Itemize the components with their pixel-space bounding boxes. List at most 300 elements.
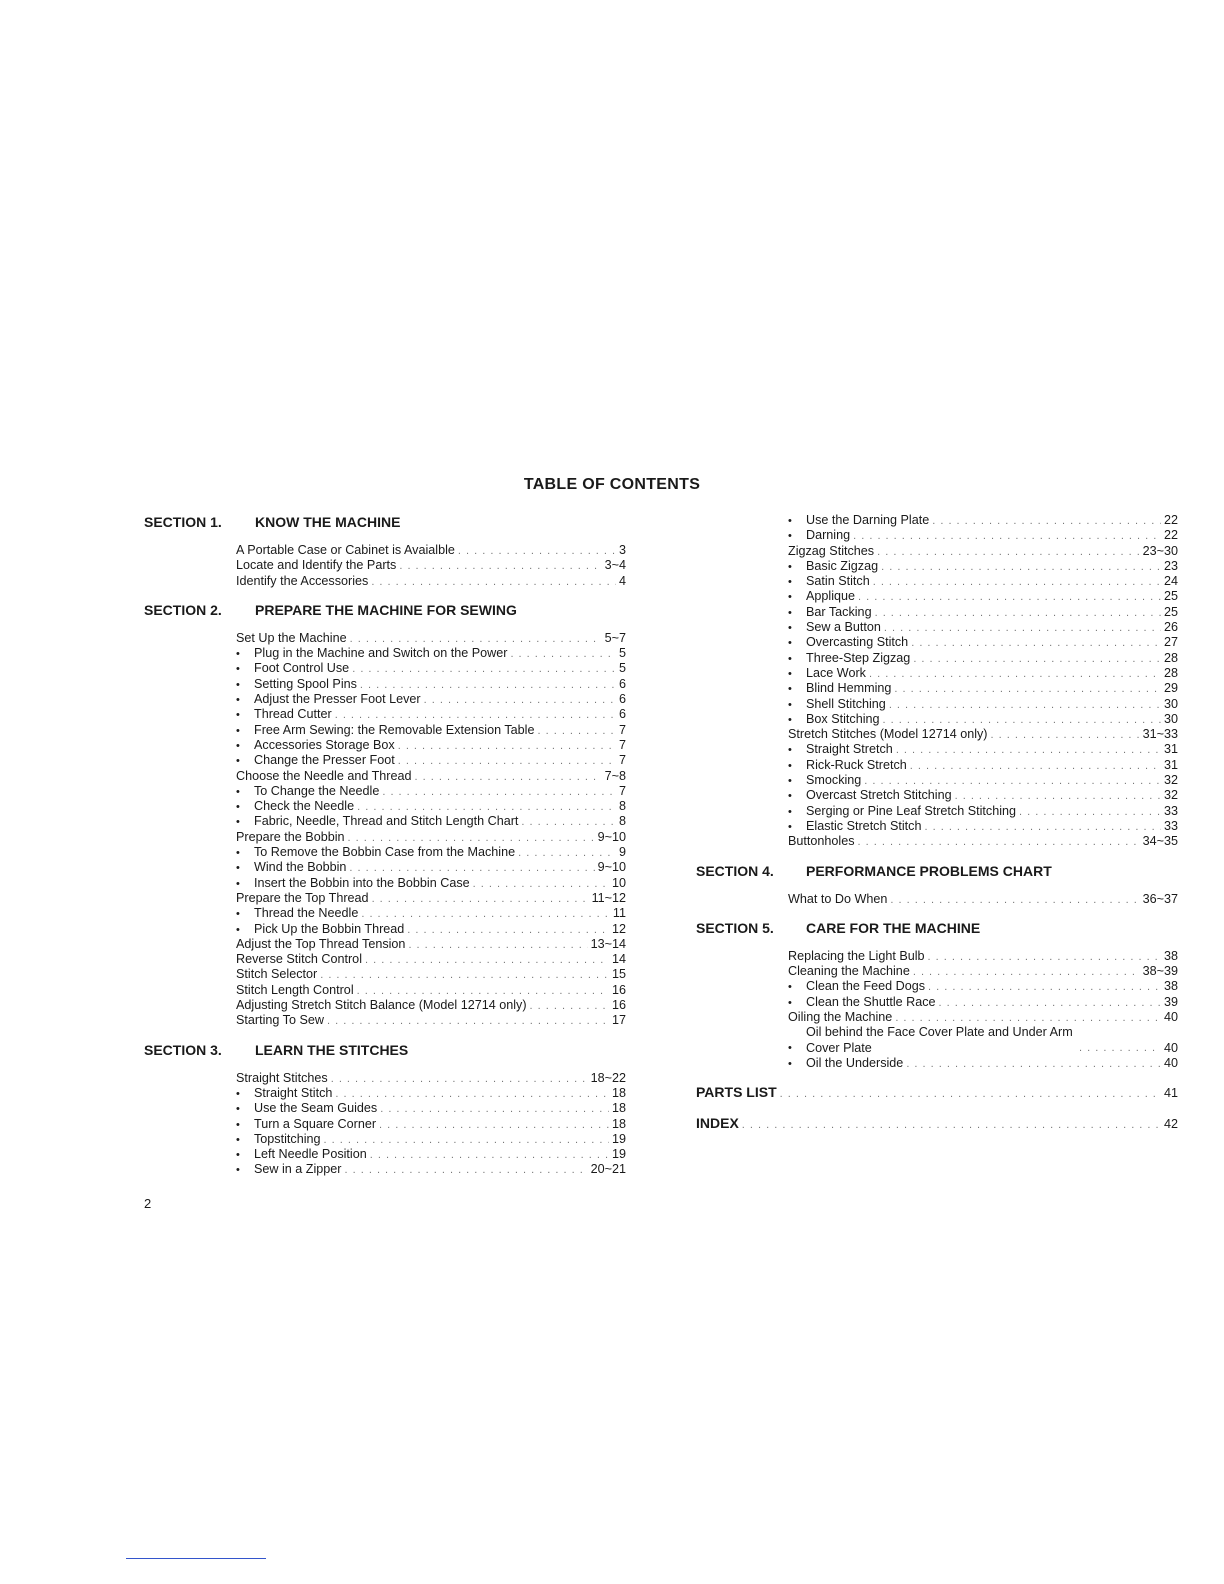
dot-leader <box>521 815 616 830</box>
toc-entry-label: A Portable Case or Cabinet is Avaialble <box>236 543 455 557</box>
toc-entry-label: Stitch Length Control <box>236 982 354 997</box>
toc-entry[interactable] <box>236 1147 626 1162</box>
toc-entry[interactable] <box>788 697 1178 712</box>
toc-entry-page: 38 <box>1163 948 1178 963</box>
toc-entry-page: 7 <box>618 783 626 798</box>
toc-entry[interactable] <box>788 819 1178 834</box>
toc-entry[interactable] <box>788 727 1178 742</box>
toc-entry-label: Smocking <box>806 773 862 788</box>
toc-entry[interactable] <box>236 753 626 768</box>
toc-entry-page: 38 <box>1163 979 1178 994</box>
toc-entry-page: 6 <box>618 707 626 722</box>
page-title: TABLE OF CONTENTS <box>523 476 701 493</box>
parts-list-entry[interactable] <box>696 1082 1178 1113</box>
toc-entry-page: 22 <box>1163 528 1178 543</box>
toc-entry-page: 7 <box>618 722 626 737</box>
toc-entry-page: 33 <box>1163 803 1178 818</box>
toc-entry-label: Use the Darning Plate <box>806 513 930 527</box>
toc-entry-label: Free Arm Sewing: the Removable Extension Table <box>254 722 535 737</box>
toc-entry-label: Adjusting Stretch Stitch Balance (Model 12714 only) <box>236 998 527 1013</box>
toc-entry[interactable] <box>788 635 1178 650</box>
dot-leader <box>458 544 616 559</box>
dot-leader <box>407 923 609 938</box>
dot-leader <box>877 545 1140 560</box>
toc-entry[interactable] <box>788 528 1178 543</box>
toc-entry-page: 40 <box>1163 1040 1178 1055</box>
toc-entry-label: INDEX <box>696 1114 739 1131</box>
toc-entry-page: 13~14 <box>590 936 626 951</box>
toc-entry-page: 20~21 <box>590 1162 626 1177</box>
toc-entry[interactable] <box>788 1056 1178 1071</box>
toc-entry-page: 9 <box>618 845 626 860</box>
toc-entry[interactable] <box>236 830 626 845</box>
toc-entry-page: 22 <box>1163 513 1178 527</box>
toc-entry-label: Serging or Pine Leaf Stretch Stitching <box>806 803 1017 818</box>
toc-entry-page: 28 <box>1163 665 1178 680</box>
toc-entry-label: Stitch Selector <box>236 967 318 982</box>
toc-entry[interactable] <box>788 758 1178 773</box>
toc-entry-page: 5 <box>618 661 626 676</box>
toc-entry-page: 7 <box>618 753 626 768</box>
toc-entry-label: Foot Control Use <box>254 661 350 676</box>
footer-rule <box>126 1558 266 1559</box>
dot-leader <box>370 1148 609 1163</box>
toc-entry-label: Sew in a Zipper <box>254 1162 342 1177</box>
dot-leader <box>371 575 616 590</box>
dot-leader <box>537 724 616 739</box>
dot-leader <box>928 950 1161 965</box>
dot-leader <box>1019 805 1161 820</box>
toc-entry[interactable] <box>236 922 626 937</box>
toc-entry-label: Left Needle Position <box>254 1147 367 1162</box>
toc-entry-label: What to Do When <box>788 891 888 906</box>
bullet-icon: • <box>788 683 792 696</box>
bullet-icon: • <box>236 785 240 798</box>
section-number: SECTION 3. <box>144 1041 222 1058</box>
toc-entry[interactable] <box>236 799 626 814</box>
toc-entry-label: Oil behind the Face Cover Plate and Under Arm Cover Plate <box>806 1025 1073 1055</box>
toc-entry-page: 17 <box>611 1013 626 1028</box>
section-number: SECTION 1. <box>144 514 222 530</box>
toc-entry-label: Accessories Storage Box <box>254 737 395 752</box>
dot-leader <box>473 877 609 892</box>
toc-entry-page: 14 <box>611 952 626 967</box>
dot-leader <box>379 1118 609 1133</box>
dot-leader <box>928 980 1161 995</box>
toc-entry[interactable] <box>236 1101 626 1116</box>
toc-entry-label: PARTS LIST <box>696 1084 777 1101</box>
dot-leader <box>335 708 616 723</box>
toc-entry[interactable] <box>236 646 626 661</box>
toc-entry-page: 12 <box>611 921 626 936</box>
toc-entry[interactable] <box>236 1086 626 1101</box>
toc-entry[interactable] <box>236 876 626 891</box>
toc-entry-label: Identify the Accessories <box>236 573 369 588</box>
toc-entry-label: Check the Needle <box>254 799 355 814</box>
toc-entry[interactable] <box>236 769 626 784</box>
toc-entry[interactable] <box>236 891 626 906</box>
toc-entry-label: Sew a Button <box>806 620 881 635</box>
dot-leader <box>331 1072 588 1087</box>
bullet-icon: • <box>788 713 792 726</box>
toc-entry[interactable] <box>788 892 1178 907</box>
toc-entry-page: 6 <box>618 676 626 691</box>
toc-entry[interactable] <box>236 814 626 829</box>
toc-entry[interactable] <box>236 998 626 1013</box>
bullet-icon: • <box>236 755 240 768</box>
toc-entry[interactable] <box>788 742 1178 757</box>
toc-entry-label: Straight Stitches <box>236 1070 328 1085</box>
dot-leader <box>742 1115 1161 1135</box>
section-number: SECTION 2. <box>144 601 222 618</box>
bullet-icon: • <box>236 1164 240 1177</box>
toc-right-column <box>696 513 1178 1144</box>
toc-entry[interactable] <box>788 834 1178 849</box>
bullet-icon: • <box>236 1087 240 1100</box>
bullet-icon: • <box>236 1133 240 1146</box>
toc-entry-label: Thread Cutter <box>254 707 332 722</box>
toc-entry-page: 41 <box>1163 1086 1178 1101</box>
toc-entry[interactable] <box>236 543 626 558</box>
toc-entry-page: 33 <box>1163 818 1178 833</box>
toc-entry-page: 42 <box>1163 1116 1178 1131</box>
dot-leader <box>415 770 602 785</box>
toc-entry-label: Blind Hemming <box>806 681 892 696</box>
toc-entry[interactable] <box>788 804 1178 819</box>
bullet-icon: • <box>236 678 240 691</box>
bullet-icon: • <box>236 908 240 921</box>
toc-entry[interactable] <box>788 964 1178 979</box>
toc-entry-label: Oiling the Machine <box>788 1010 893 1025</box>
toc-entry[interactable] <box>236 661 626 676</box>
toc-entry-page: 18~22 <box>590 1070 626 1085</box>
toc-entry-label: Lace Work <box>806 665 866 680</box>
toc-entry[interactable] <box>236 845 626 860</box>
toc-entry-page: 5 <box>618 646 626 661</box>
dot-leader <box>883 713 1161 728</box>
dot-leader <box>398 739 616 754</box>
toc-entry-page: 8 <box>618 799 626 814</box>
section-title: PERFORMANCE PROBLEMS CHART <box>806 862 1052 879</box>
toc-entry-label: Oil the Underside <box>806 1055 904 1070</box>
bullet-icon: • <box>788 996 792 1009</box>
bullet-icon: • <box>236 923 240 936</box>
toc-entry-page: 18 <box>611 1085 626 1100</box>
toc-entry[interactable] <box>788 681 1178 696</box>
section-entry-list <box>236 631 626 1029</box>
toc-entry[interactable] <box>236 558 626 573</box>
dot-leader <box>1079 1041 1161 1056</box>
dot-leader <box>881 560 1161 575</box>
toc-entry[interactable] <box>788 1025 1178 1056</box>
toc-entry[interactable] <box>236 983 626 998</box>
toc-entry[interactable] <box>788 559 1178 574</box>
toc-entry[interactable] <box>236 937 626 952</box>
toc-entry-page: 9~10 <box>597 829 626 844</box>
toc-entry-page: 30 <box>1163 696 1178 711</box>
dot-leader <box>372 892 589 907</box>
section-number: SECTION 4. <box>696 862 774 879</box>
dot-leader <box>864 774 1161 789</box>
dot-leader <box>896 743 1161 758</box>
bullet-icon: • <box>236 1103 240 1116</box>
toc-entry-page: 3 <box>618 543 626 557</box>
toc-entry[interactable] <box>788 979 1178 994</box>
bullet-icon: • <box>236 877 240 890</box>
toc-entry-page: 28 <box>1163 650 1178 665</box>
toc-entry-page: 6 <box>618 692 626 707</box>
toc-entry-label: Prepare the Bobbin <box>236 829 345 844</box>
dot-leader <box>932 514 1161 529</box>
toc-entry-page: 18 <box>611 1101 626 1116</box>
toc-entry-page: 26 <box>1163 620 1178 635</box>
toc-entry[interactable] <box>236 574 626 589</box>
section-heading <box>696 861 1178 881</box>
dot-leader <box>380 1102 609 1117</box>
bullet-icon: • <box>788 698 792 711</box>
toc-entry-label: Turn a Square Corner <box>254 1116 377 1131</box>
dot-leader <box>895 1011 1161 1026</box>
dot-leader <box>869 667 1161 682</box>
toc-entry-label: Three-Step Zigzag <box>806 650 911 665</box>
toc-entry[interactable] <box>236 860 626 875</box>
toc-entry-page: 23 <box>1163 558 1178 573</box>
toc-entry-page: 30 <box>1163 711 1178 726</box>
toc-entry-page: 32 <box>1163 788 1178 803</box>
toc-entry[interactable] <box>236 1071 626 1086</box>
toc-entry[interactable] <box>236 1132 626 1147</box>
toc-entry-label: Insert the Bobbin into the Bobbin Case <box>254 875 470 890</box>
toc-entry-label: Stretch Stitches (Model 12714 only) <box>788 727 988 742</box>
bullet-icon: • <box>788 1041 792 1054</box>
toc-entry-label: Clean the Shuttle Race <box>806 994 936 1009</box>
dot-leader <box>345 1163 588 1178</box>
dot-leader <box>327 1014 609 1029</box>
toc-entry-page: 32 <box>1163 773 1178 788</box>
section-entry-list <box>788 892 1178 907</box>
section-heading <box>144 512 626 532</box>
toc-entry-label: Set Up the Machine <box>236 630 347 645</box>
toc-entry[interactable] <box>236 631 626 646</box>
section-title: PREPARE THE MACHINE FOR SEWING <box>255 601 517 618</box>
toc-entry-page: 25 <box>1163 604 1178 619</box>
toc-entry[interactable] <box>236 677 626 692</box>
section-entry-list <box>236 543 626 589</box>
toc-entry[interactable] <box>788 1010 1178 1025</box>
dot-leader <box>357 800 616 815</box>
dot-leader <box>382 785 616 800</box>
toc-entry[interactable] <box>788 773 1178 788</box>
bullet-icon: • <box>788 652 792 665</box>
dot-leader <box>324 1133 609 1148</box>
toc-entry[interactable] <box>788 605 1178 620</box>
toc-entry-page: 38~39 <box>1142 964 1178 979</box>
bullet-icon: • <box>788 591 792 604</box>
toc-entry[interactable] <box>236 1162 626 1177</box>
toc-entry[interactable] <box>788 651 1178 666</box>
toc-entry-label: Choose the Needle and Thread <box>236 768 412 783</box>
bullet-icon: • <box>788 820 792 833</box>
section-title: KNOW THE MACHINE <box>255 514 401 530</box>
bullet-icon: • <box>788 622 792 635</box>
toc-entry-page: 23~30 <box>1142 543 1178 558</box>
dot-leader <box>357 984 609 999</box>
toc-entry[interactable] <box>236 952 626 967</box>
toc-entry-page: 8 <box>618 814 626 829</box>
toc-entry-label: To Remove the Bobbin Case from the Machine <box>254 845 516 860</box>
toc-entry-label: Buttonholes <box>788 834 855 849</box>
toc-entry-label: Wind the Bobbin <box>254 860 347 875</box>
bullet-icon: • <box>236 801 240 814</box>
section-entry-list <box>788 949 1178 1071</box>
toc-entry-page: 24 <box>1163 574 1178 589</box>
toc-entry[interactable] <box>788 995 1178 1010</box>
toc-entry-page: 31 <box>1163 757 1178 772</box>
toc-entry-page: 7 <box>618 737 626 752</box>
toc-entry-page: 18 <box>611 1116 626 1131</box>
bullet-icon: • <box>788 775 792 788</box>
dot-leader <box>399 559 601 574</box>
bullet-icon: • <box>788 759 792 772</box>
toc-entry-page: 29 <box>1163 681 1178 696</box>
toc-entry-label: Overcast Stretch Stitching <box>806 788 952 803</box>
toc-entry-page: 5~7 <box>604 630 626 645</box>
toc-entry-page: 19 <box>611 1147 626 1162</box>
dot-leader <box>906 1057 1161 1072</box>
bullet-icon: • <box>236 694 240 707</box>
toc-entry-label: Straight Stretch <box>806 742 893 757</box>
toc-entry-page: 34~35 <box>1142 834 1178 849</box>
toc-entry[interactable] <box>788 544 1178 559</box>
dot-leader <box>858 590 1161 605</box>
toc-entry-label: Plug in the Machine and Switch on the Power <box>254 646 508 661</box>
toc-entry[interactable] <box>788 666 1178 681</box>
bullet-icon: • <box>236 709 240 722</box>
toc-entry-label: Pick Up the Bobbin Thread <box>254 921 405 936</box>
toc-entry-page: 40 <box>1163 1010 1178 1025</box>
toc-entry[interactable] <box>788 712 1178 727</box>
toc-entry[interactable] <box>236 723 626 738</box>
dot-leader <box>889 698 1161 713</box>
toc-entry[interactable] <box>236 738 626 753</box>
toc-entry-page: 11 <box>612 906 626 921</box>
dot-leader <box>913 652 1161 667</box>
bullet-icon: • <box>236 724 240 737</box>
toc-entry-label: Zigzag Stitches <box>788 543 875 558</box>
toc-entry-label: Setting Spool Pins <box>254 676 357 691</box>
toc-entry-label: Use the Seam Guides <box>254 1101 378 1116</box>
toc-continuation-list <box>788 513 1178 850</box>
toc-entry-page: 3~4 <box>604 558 626 573</box>
dot-leader <box>348 831 595 846</box>
toc-entry-page: 40 <box>1163 1055 1178 1070</box>
toc-entry[interactable] <box>236 784 626 799</box>
dot-leader <box>350 632 602 647</box>
section-title: LEARN THE STITCHES <box>255 1041 409 1058</box>
dot-leader <box>530 999 609 1014</box>
toc-entry-page: 9~10 <box>597 860 626 875</box>
dot-leader <box>398 754 616 769</box>
toc-entry[interactable] <box>788 620 1178 635</box>
dot-leader <box>320 968 609 983</box>
bullet-icon: • <box>788 637 792 650</box>
toc-entry-label: To Change the Needle <box>254 783 380 798</box>
dot-leader <box>858 835 1140 850</box>
toc-entry-label: Change the Presser Foot <box>254 753 395 768</box>
toc-entry-label: Satin Stitch <box>806 574 870 589</box>
toc-entry-label: Prepare the Top Thread <box>236 890 369 905</box>
bullet-icon: • <box>236 847 240 860</box>
dot-leader <box>913 965 1140 980</box>
toc-entry-label: Straight Stitch <box>254 1085 333 1100</box>
toc-entry[interactable] <box>788 949 1178 964</box>
toc-entry-label: Thread the Needle <box>254 906 359 921</box>
dot-leader <box>853 529 1161 544</box>
bullet-icon: • <box>788 1057 792 1070</box>
dot-leader <box>939 996 1161 1011</box>
dot-leader <box>518 846 616 861</box>
index-entry[interactable] <box>696 1113 1178 1144</box>
dot-leader <box>780 1084 1161 1104</box>
dot-leader <box>910 759 1161 774</box>
bullet-icon: • <box>788 606 792 619</box>
toc-entry[interactable] <box>236 707 626 722</box>
toc-entry-label: Darning <box>806 528 851 543</box>
toc-entry-page: 31~33 <box>1142 727 1178 742</box>
section-heading <box>144 1040 626 1060</box>
bullet-icon: • <box>788 560 792 573</box>
toc-entry-label: Reverse Stitch Control <box>236 952 362 967</box>
toc-entry-label: Cleaning the Machine <box>788 964 910 979</box>
dot-leader <box>890 893 1139 908</box>
bullet-icon: • <box>788 805 792 818</box>
toc-entry[interactable] <box>788 589 1178 604</box>
toc-entry[interactable] <box>788 513 1178 528</box>
section-title: CARE FOR THE MACHINE <box>806 919 981 936</box>
toc-entry[interactable] <box>236 1117 626 1132</box>
bullet-icon: • <box>788 530 792 543</box>
dot-leader <box>424 693 616 708</box>
toc-entry[interactable] <box>236 906 626 921</box>
toc-entry[interactable] <box>236 692 626 707</box>
toc-entry-page: 11~12 <box>591 890 626 905</box>
dot-leader <box>352 662 616 677</box>
toc-entry-label: Shell Stitching <box>806 696 886 711</box>
toc-entry-page: 4 <box>618 573 626 588</box>
dot-leader <box>894 682 1161 697</box>
toc-entry[interactable] <box>788 574 1178 589</box>
bullet-icon: • <box>236 1118 240 1131</box>
toc-entry[interactable] <box>788 788 1178 803</box>
bullet-icon: • <box>788 981 792 994</box>
dot-leader <box>510 647 616 662</box>
dot-leader <box>875 606 1161 621</box>
toc-entry-label: Starting To Sew <box>236 1013 324 1028</box>
section-heading <box>696 918 1178 938</box>
toc-entry[interactable] <box>236 967 626 982</box>
bullet-icon: • <box>236 739 240 752</box>
toc-entry-label: Applique <box>806 589 856 604</box>
toc-entry-label: Clean the Feed Dogs <box>806 979 926 994</box>
dot-leader <box>335 1087 609 1102</box>
bullet-icon: • <box>788 744 792 757</box>
bullet-icon: • <box>788 576 792 589</box>
dot-leader <box>361 907 610 922</box>
dot-leader <box>349 861 594 876</box>
dot-leader <box>924 820 1161 835</box>
toc-entry[interactable] <box>236 1013 626 1028</box>
toc-entry-page: 39 <box>1163 994 1178 1009</box>
